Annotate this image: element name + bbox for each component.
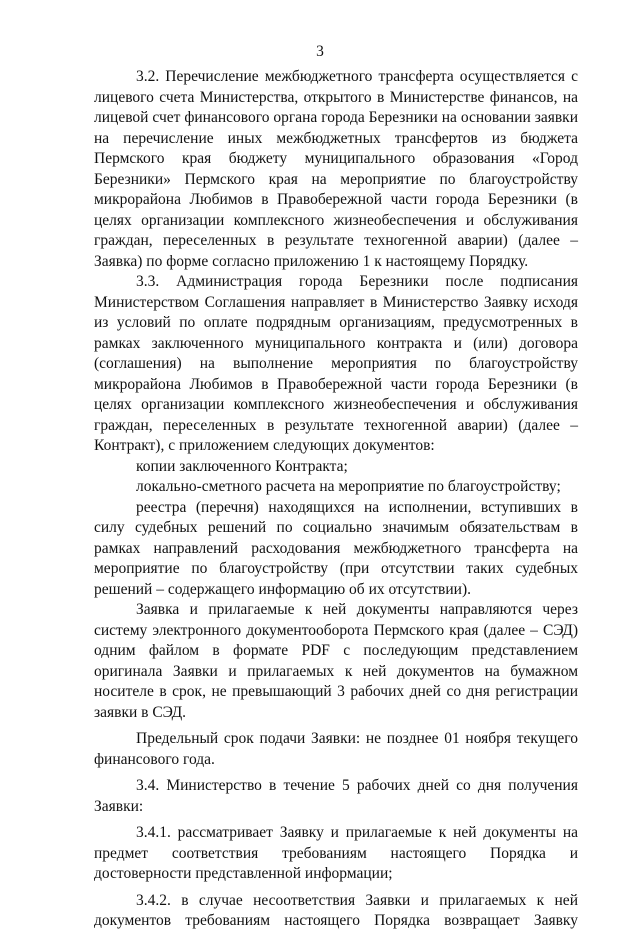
list-item-court-registry: реестра (перечня) находящихся на исполнении, вступивших в силу судебных решений по социально значимым обязательствам в рамках направлений расходования межбюджетного трансферта на мероприятие по благоустройству (при отсутствии таких судебных решений – содержащего информацию об их отсутствии). [94, 498, 578, 598]
list-item-estimate: локально-сметного расчета на мероприятие по благоустройству; [136, 478, 561, 495]
page-number: 3 [316, 43, 324, 60]
paragraph-3-3: 3.3. Администрация города Березники после подписания Министерством Соглашения направляет в Министерство Заявку исходя из условий по оплате подрядным организациям, предусмотренных в рамках заключенного муниципального контракта и (или) договора (соглашения) на выполнение мероприятия по благоустройству микрорайона Любимов в Правобережной части города Березники (в целях организации комплексного жизнеобеспечения и обслуживания граждан, переселенных в результате техногенной аварии) (далее – Контракт), с приложением следующих документов: [94, 273, 578, 454]
paragraph-3-2: 3.2. Перечисление межбюджетного трансферта осуществляется с лицевого счета Министерства, открытого в Министерстве финансов, на лицевой счет финансового органа города Березники на основании заявки на перечисление иных межбюджетных трансфертов из бюджета Пермского края бюджету муниципального образования «Город Березники» Пермского края на мероприятие по благоустройству микрорайона Любимов в Правобережной части города Березники (в целях организации комплексного жизнеобеспечения и обслуживания граждан, переселенных в результате техногенной аварии) (далее – Заявка) по форме согласно приложению 1 к настоящему Порядку. [94, 68, 578, 270]
list-item-contract-copy: копии заключенного Контракта; [136, 457, 348, 475]
document-body [94, 67, 578, 932]
paragraph-submission: Заявка и прилагаемые к ней документы направляются через систему электронного документооборота Пермского края (далее – СЭД) одним файлом в формате PDF с последующим представлением оригинала Заявки и прилагаемых к ней документов на бумажном носителе в срок, не превышающий 3 рабочих дней со дня регистрации заявки в СЭД. [94, 601, 578, 721]
paragraph-3-4-1: 3.4.1. рассматривает Заявку и прилагаемые к ней документы на предмет соответствия требованиям настоящего Порядка и достоверности представленной информации; [94, 824, 578, 882]
paragraph-deadline: Предельный срок подачи Заявки: не позднее 01 ноября текущего финансового года. [94, 730, 578, 768]
paragraph-3-4-2: 3.4.2. в случае несоответствия Заявки и прилагаемых к ней документов требованиям настоящего Порядка возвращает Заявку [94, 891, 578, 929]
paragraph-3-4: 3.4. Министерство в течение 5 рабочих дней со дня получения Заявки: [94, 777, 578, 815]
